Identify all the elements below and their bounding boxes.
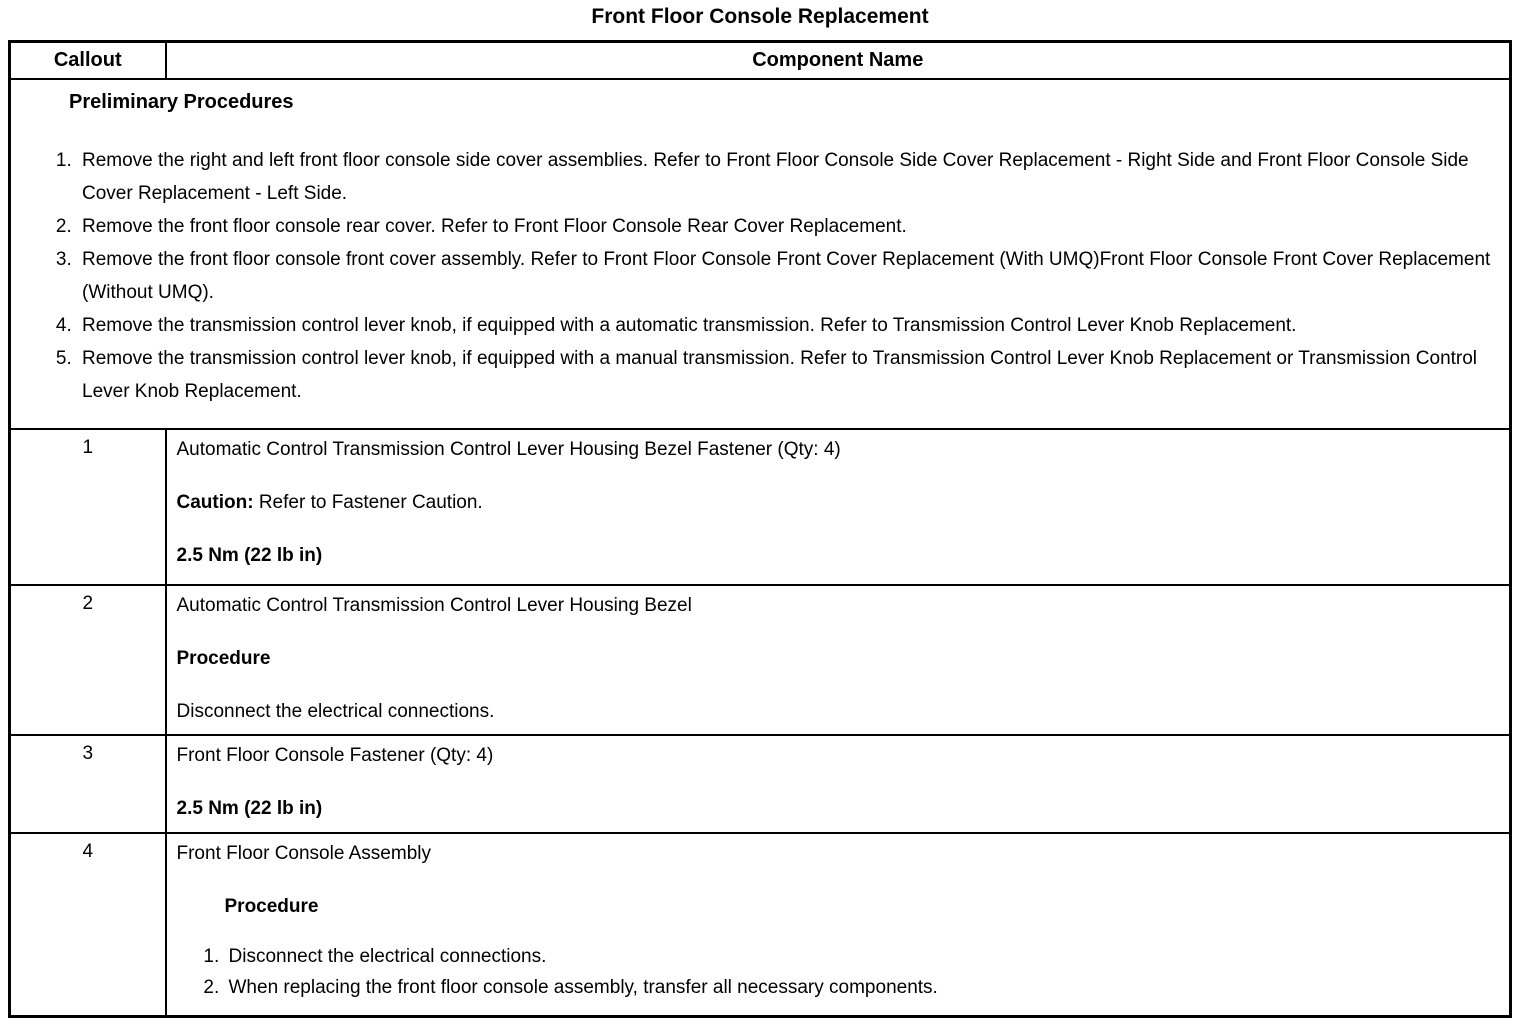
table-header-row	[10, 42, 1511, 79]
preliminary-procedures-cell	[10, 79, 1511, 429]
page-title: Front Floor Console Replacement	[591, 5, 929, 28]
preliminary-step-2: 2. Remove the front floor console rear cover. Refer to Front Floor Console Rear Cover Replacement.	[77, 210, 1499, 243]
torque-spec: 2.5 Nm (22 lb in)	[176, 544, 323, 566]
preliminary-procedures-heading: Preliminary Procedures	[69, 90, 294, 113]
table-row	[10, 585, 1511, 735]
component-cell-1	[166, 429, 1511, 585]
procedure-text: Disconnect the electrical connections.	[176, 700, 495, 722]
component-table	[8, 40, 1512, 1018]
callout-number-4: 4	[10, 833, 166, 1017]
col-header-callout: Callout	[10, 42, 166, 79]
procedure-label: Procedure	[224, 895, 319, 917]
col-header-component-name: Component Name	[166, 42, 1511, 79]
preliminary-step-5: 5. Remove the transmission control lever knob, if equipped with a manual transmission. Refer to Transmission Control Lever Knob Replacement or Transmission Control Lever Knob Replacement.	[77, 342, 1499, 408]
procedure-steps-list	[177, 941, 1500, 1003]
caution-line	[177, 490, 1500, 516]
callout-number-3: 3	[10, 735, 166, 833]
preliminary-procedures-row	[10, 79, 1511, 429]
preliminary-step-3: 3. Remove the front floor console front cover assembly. Refer to Front Floor Console Front Cover Replacement (With UMQ)Front Floor Console Front Cover Replacement (Without UMQ).	[77, 243, 1499, 309]
preliminary-step-1: 1. Remove the right and left front floor console side cover assemblies. Refer to Front Floor Console Side Cover Replacement - Right Side and Front Floor Console Side Cover Replacement - Left Side.	[77, 144, 1499, 210]
component-name-text: Front Floor Console Fastener (Qty: 4)	[176, 744, 494, 766]
component-name-text: Front Floor Console Assembly	[176, 842, 431, 864]
component-name-text: Automatic Control Transmission Control Lever Housing Bezel	[176, 594, 692, 616]
callout-number-1: 1	[10, 429, 166, 585]
component-cell-4	[166, 833, 1511, 1017]
procedure-step-1: 1. Disconnect the electrical connections.	[225, 941, 1500, 972]
table-row	[10, 429, 1511, 585]
table-row	[10, 833, 1511, 1017]
table-row	[10, 735, 1511, 833]
procedure-step-2: 2. When replacing the front floor console assembly, transfer all necessary components.	[225, 972, 1500, 1003]
component-cell-2	[166, 585, 1511, 735]
preliminary-steps-list	[21, 144, 1499, 408]
torque-spec: 2.5 Nm (22 lb in)	[176, 797, 323, 819]
preliminary-step-4: 4. Remove the transmission control lever knob, if equipped with a automatic transmission. Refer to Transmission Control Lever Knob Replacement.	[77, 309, 1499, 342]
callout-number-2: 2	[10, 585, 166, 735]
caution-label: Caution:	[176, 491, 254, 513]
component-cell-3	[166, 735, 1511, 833]
caution-text: Refer to Fastener Caution.	[253, 491, 483, 513]
component-name-text: Automatic Control Transmission Control Lever Housing Bezel Fastener (Qty: 4)	[176, 438, 841, 460]
procedure-label: Procedure	[176, 647, 271, 669]
